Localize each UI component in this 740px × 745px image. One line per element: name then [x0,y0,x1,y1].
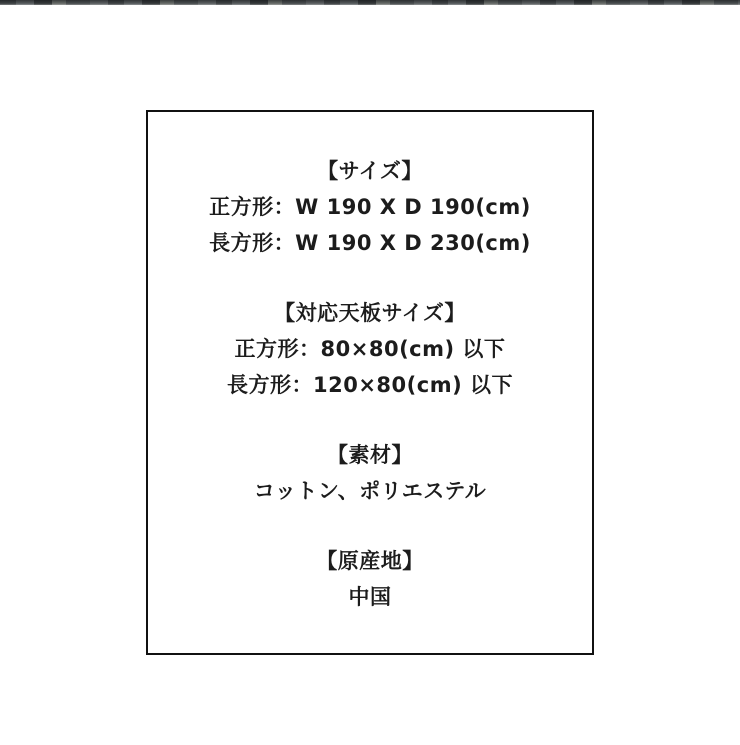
spec-section-origin [148,543,592,615]
section-title-origin: 【原産地】 [316,549,424,573]
material-line: コットン、ポリエステル [253,479,487,503]
spec-section-size [148,153,592,261]
origin-line: 中国 [348,585,392,609]
tabletop-line-rectangle: 長方形：120×80(cm) 以下 [227,373,513,397]
spec-box [146,110,594,655]
spec-section-tabletop [148,295,592,403]
section-title-tabletop: 【対応天板サイズ】 [274,301,466,325]
size-line-square: 正方形：W 190 X D 190(cm) [209,195,531,219]
size-line-rectangle: 長方形：W 190 X D 230(cm) [209,231,531,255]
photo-edge-strip [0,0,740,5]
tabletop-line-square: 正方形：80×80(cm) 以下 [234,337,506,361]
spec-section-material [148,437,592,509]
section-title-material: 【素材】 [327,443,413,467]
section-title-size: 【サイズ】 [317,159,423,183]
